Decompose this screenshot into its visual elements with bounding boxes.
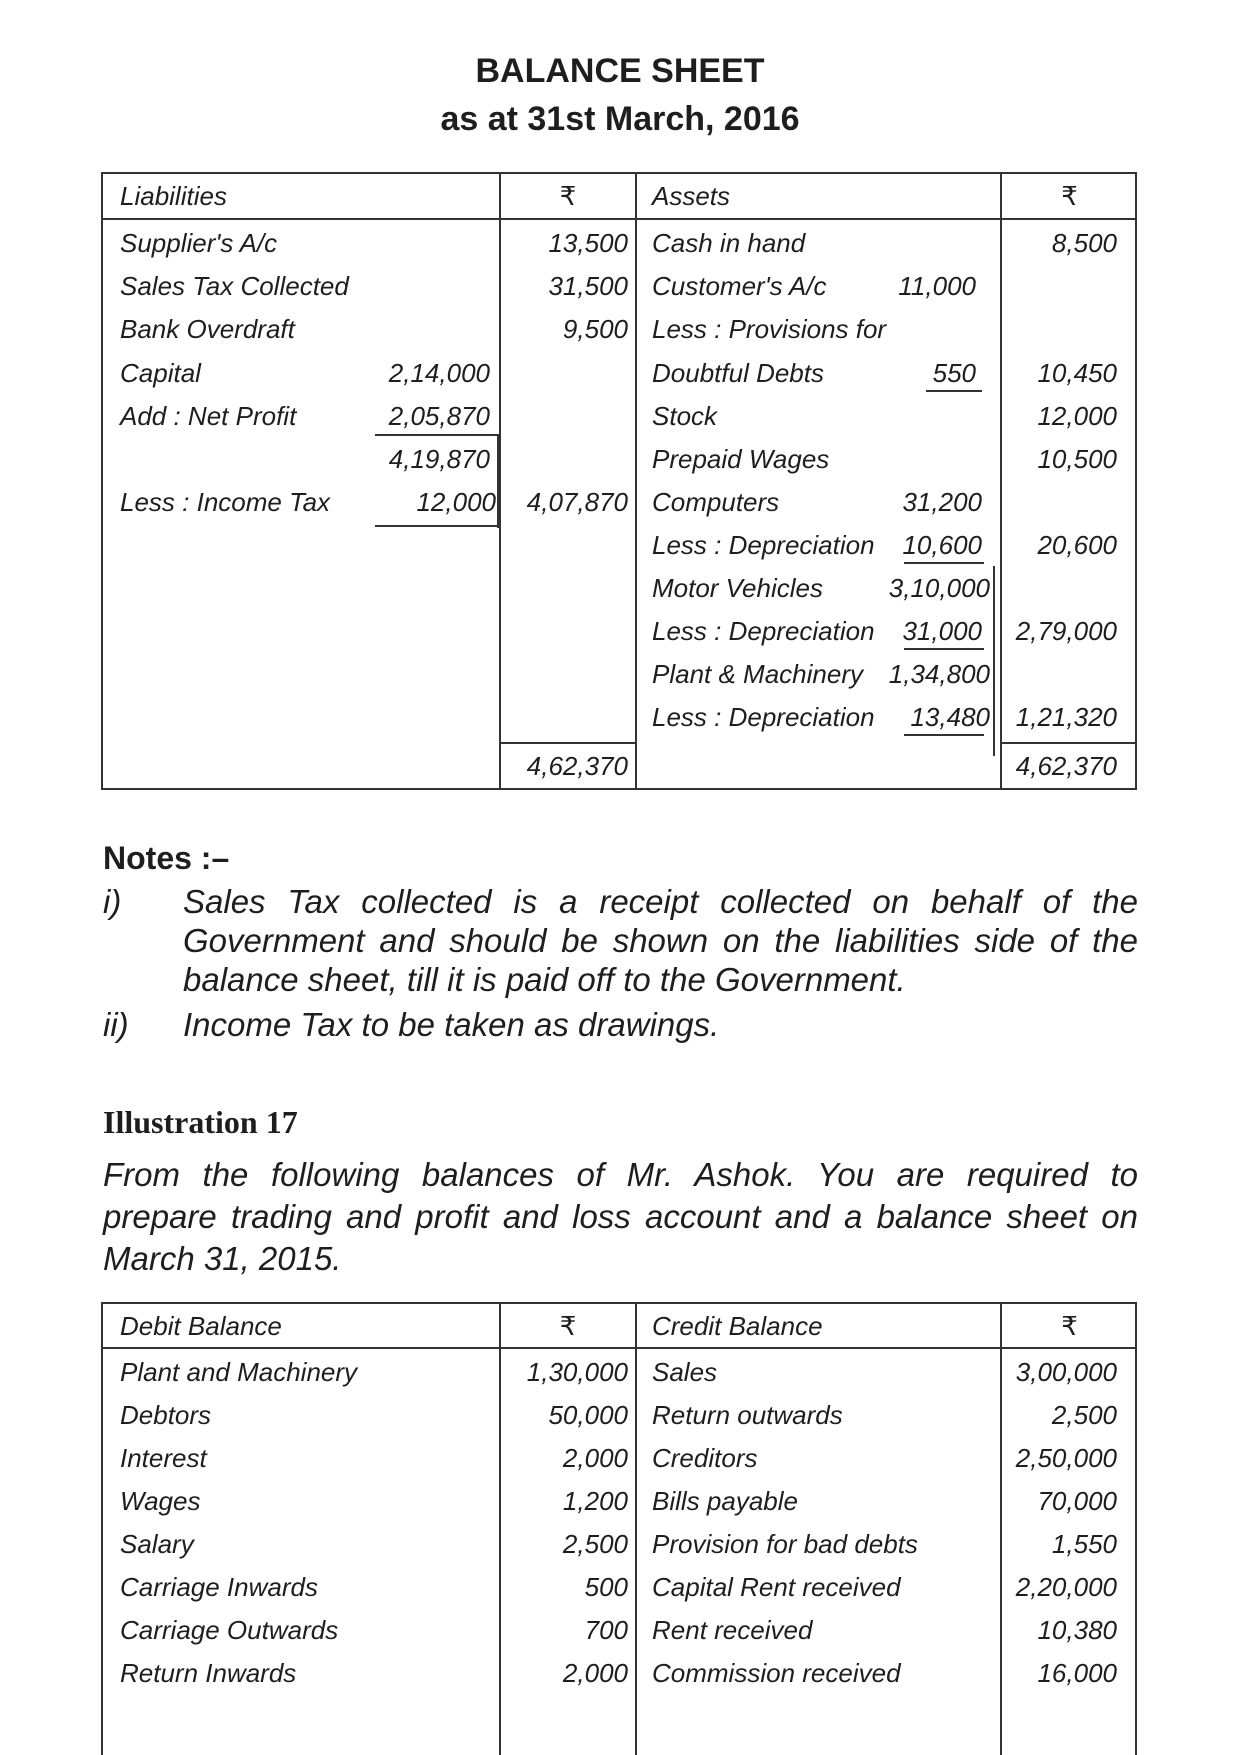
- liabilities-total-rule: [499, 742, 637, 744]
- liability-sales-tax-amount: 31,500: [548, 271, 628, 301]
- asset-plant-dep-inner: 13,480: [910, 702, 990, 732]
- asset-computers-inner: 31,200: [902, 487, 982, 517]
- header-rupee-credit: ₹: [1061, 1311, 1078, 1341]
- note-number: ii): [103, 1006, 129, 1043]
- assets-inner-bracket: [993, 566, 995, 756]
- illustration-line: March 31, 2015.: [103, 1240, 342, 1277]
- credit-amount: 10,380: [1037, 1615, 1117, 1645]
- credit-amount: 3,00,000: [1015, 1357, 1117, 1387]
- asset-motor-label: Motor Vehicles: [652, 573, 823, 603]
- inner-column-bracket: [497, 436, 499, 528]
- liability-sales-tax-label: Sales Tax Collected: [120, 271, 349, 301]
- trial-right-border: [1135, 1302, 1137, 1755]
- net-profit-underline: [375, 434, 499, 436]
- asset-stock-amount: 12,000: [1037, 401, 1117, 431]
- asset-plant-label: Plant & Machinery: [652, 659, 863, 689]
- note-number: i): [103, 883, 122, 920]
- asset-prepaid-amount: 10,500: [1037, 444, 1117, 474]
- motor-dep-underline: [904, 648, 984, 650]
- credit-amount: 16,000: [1037, 1658, 1117, 1688]
- header-rupee-1: ₹: [559, 181, 577, 211]
- doubtful-underline: [926, 390, 982, 392]
- asset-motor-amount: 2,79,000: [1015, 616, 1117, 646]
- balance-sheet-col-divider-1: [499, 172, 501, 790]
- debit-label: Debtors: [120, 1400, 212, 1430]
- trial-top-rule: [101, 1302, 1137, 1304]
- asset-cash-amount: 8,500: [1051, 228, 1117, 258]
- balance-sheet-border: [101, 172, 1137, 790]
- debit-amount: 2,500: [562, 1529, 628, 1559]
- balance-sheet-col-divider-3: [1000, 172, 1002, 790]
- liability-subtotal-inner: 4,19,870: [388, 444, 490, 474]
- asset-computers-label: Computers: [652, 487, 780, 517]
- plant-dep-underline: [904, 734, 984, 736]
- note-line: Sales Tax collected is a receipt collected on behalf of the: [183, 883, 1138, 920]
- liability-overdraft-amount: 9,500: [562, 314, 628, 344]
- liability-supplier-amount: 13,500: [548, 228, 628, 258]
- asset-computers-dep-label: Less : Depreciation: [652, 530, 875, 560]
- balance-sheet-header-rule: [101, 218, 1137, 220]
- note-line: Income Tax to be taken as drawings.: [183, 1006, 720, 1043]
- liability-income-tax-label: Less : Income Tax: [120, 487, 331, 517]
- header-credit-balance: Credit Balance: [652, 1311, 823, 1341]
- liability-net-profit-inner: 2,05,870: [388, 401, 490, 431]
- credit-label: Rent received: [652, 1615, 813, 1645]
- liability-overdraft-label: Bank Overdraft: [120, 314, 295, 344]
- debit-label: Salary: [120, 1529, 194, 1559]
- liabilities-total: 4,62,370: [526, 751, 628, 781]
- illustration-line: prepare trading and profit and loss account and a balance sheet on: [103, 1198, 1138, 1235]
- asset-stock-label: Stock: [652, 401, 718, 431]
- asset-customers-label: Customer's A/c: [652, 271, 827, 301]
- balance-sheet-col-divider-2: [635, 172, 637, 790]
- liability-net-profit-label: Add : Net Profit: [120, 401, 297, 431]
- assets-total: 4,62,370: [1015, 751, 1117, 781]
- debit-amount: 700: [584, 1615, 628, 1645]
- note-line: balance sheet, till it is paid off to the Government.: [183, 961, 906, 998]
- debit-label: Plant and Machinery: [120, 1357, 358, 1387]
- asset-plant-amount: 1,21,320: [1015, 702, 1117, 732]
- credit-label: Return outwards: [652, 1400, 843, 1430]
- credit-label: Capital Rent received: [652, 1572, 901, 1602]
- debit-label: Carriage Inwards: [120, 1572, 318, 1602]
- liability-income-tax-inner: 12,000: [416, 487, 496, 517]
- header-debit-balance: Debit Balance: [120, 1311, 282, 1341]
- credit-amount: 2,20,000: [1015, 1572, 1117, 1602]
- credit-amount: 70,000: [1037, 1486, 1117, 1516]
- credit-label: Sales: [652, 1357, 718, 1387]
- credit-amount: 1,550: [1051, 1529, 1117, 1559]
- asset-computers-amount: 20,600: [1037, 530, 1117, 560]
- balance-sheet-title: BALANCE SHEET: [475, 52, 765, 90]
- credit-label: Commission received: [652, 1658, 901, 1688]
- credit-amount: 2,50,000: [1015, 1443, 1117, 1473]
- liability-supplier-label: Supplier's A/c: [120, 228, 278, 258]
- asset-doubtful-label: Doubtful Debts: [652, 358, 824, 388]
- asset-cash-label: Cash in hand: [652, 228, 806, 258]
- income-tax-underline: [375, 525, 499, 527]
- debit-amount: 50,000: [548, 1400, 628, 1430]
- header-rupee-debit: ₹: [559, 1311, 577, 1341]
- trial-col-divider-2: [635, 1302, 637, 1755]
- asset-plant-dep-label: Less : Depreciation: [652, 702, 875, 732]
- debit-label: Carriage Outwards: [120, 1615, 339, 1645]
- credit-label: Creditors: [652, 1443, 758, 1473]
- asset-customers-inner: 11,000: [898, 271, 976, 301]
- asset-prepaid-label: Prepaid Wages: [652, 444, 830, 474]
- credit-amount: 2,500: [1051, 1400, 1117, 1430]
- debit-label: Return Inwards: [120, 1658, 297, 1688]
- debit-amount: 1,200: [562, 1486, 628, 1516]
- asset-motor-inner: 3,10,000: [888, 573, 990, 603]
- computers-dep-underline: [904, 562, 984, 564]
- trial-left-border: [101, 1302, 103, 1755]
- assets-total-rule: [1000, 742, 1137, 744]
- illustration-heading: Illustration 17: [103, 1104, 298, 1140]
- debit-label: Wages: [120, 1486, 201, 1516]
- header-rupee-2: ₹: [1061, 181, 1078, 211]
- balance-sheet-subtitle: as at 31st March, 2016: [440, 100, 800, 138]
- debit-amount: 500: [584, 1572, 628, 1602]
- asset-doubtful-amount: 10,450: [1037, 358, 1117, 388]
- asset-motor-dep-label: Less : Depreciation: [652, 616, 875, 646]
- debit-amount: 2,000: [562, 1443, 628, 1473]
- debit-amount: 2,000: [562, 1658, 628, 1688]
- credit-label: Provision for bad debts: [652, 1529, 918, 1559]
- asset-doubtful-inner: 550: [932, 358, 976, 388]
- header-liabilities: Liabilities: [120, 181, 227, 211]
- asset-computers-dep-inner: 10,600: [902, 530, 982, 560]
- liability-capital-label: Capital: [120, 358, 201, 388]
- credit-label: Bills payable: [652, 1486, 798, 1516]
- asset-motor-dep-inner: 31,000: [902, 616, 982, 646]
- asset-plant-inner: 1,34,800: [888, 659, 990, 689]
- liability-capital-inner: 2,14,000: [388, 358, 490, 388]
- trial-header-rule: [101, 1347, 1137, 1349]
- asset-provisions-label: Less : Provisions for: [652, 314, 887, 344]
- notes-heading: Notes :–: [103, 840, 230, 876]
- header-assets: Assets: [652, 181, 731, 211]
- liability-capital-net-amount: 4,07,870: [526, 487, 628, 517]
- note-line: Government and should be shown on the liabilities side of the: [183, 922, 1138, 959]
- debit-amount: 1,30,000: [526, 1357, 628, 1387]
- debit-label: Interest: [120, 1443, 207, 1473]
- illustration-line: From the following balances of Mr. Ashok. You are required to: [103, 1156, 1138, 1193]
